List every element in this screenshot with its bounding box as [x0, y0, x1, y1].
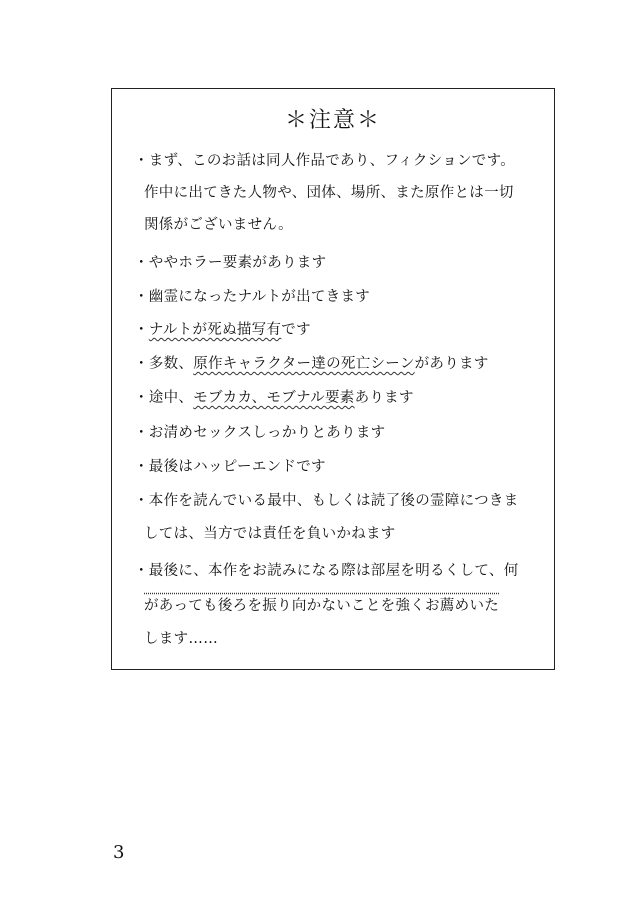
notice-line: しては、当方では責任を負いかねます [144, 526, 396, 542]
notice-line: ・幽霊になったナルトが出てきます [134, 289, 371, 305]
notice-box [111, 88, 555, 670]
notice-line: ・まず、このお話は同人作品であり、フィクションです。 [134, 153, 516, 169]
line-suffix: があります [414, 356, 489, 372]
emphasis-text: ナルトが死ぬ描写有 [148, 322, 282, 338]
notice-line: ・最後はハッピーエンドです [134, 459, 326, 475]
notice-line [134, 386, 414, 407]
line-suffix: あります [354, 390, 414, 406]
notice-line: ・お清めセックスしっかりとあります [134, 425, 386, 441]
line-prefix: ・ [134, 322, 149, 338]
emphasis-text: 原作キャラクター達の死亡シーン [193, 356, 415, 372]
emphasis-text: モブカカ、モブナル要素 [193, 390, 355, 406]
notice-line: ・最後に、本作をお読みになる際は部屋を明るくして、何 [134, 563, 519, 579]
notice-line: 作中に出てきた人物や、団体、場所、また原作とは一切 [144, 185, 514, 201]
notice-line [134, 352, 489, 373]
notice-line: ・ややホラー要素があります [134, 255, 327, 271]
notice-line [134, 318, 311, 339]
line-prefix: ・途中、 [134, 390, 194, 406]
notice-line: ・本作を読んでいる最中、もしくは読了後の霊障につきま [134, 493, 519, 509]
notice-line: があっても後ろを振り向かないことを強くお薦めいた [144, 598, 500, 614]
line-prefix: ・多数、 [134, 356, 194, 372]
notice-line: 関係がございません。 [144, 217, 293, 233]
line-suffix: です [281, 322, 311, 338]
page-number: 3 [113, 842, 125, 863]
notice-title: ＊注意＊ [284, 108, 381, 133]
notice-line: します…… [144, 631, 218, 647]
